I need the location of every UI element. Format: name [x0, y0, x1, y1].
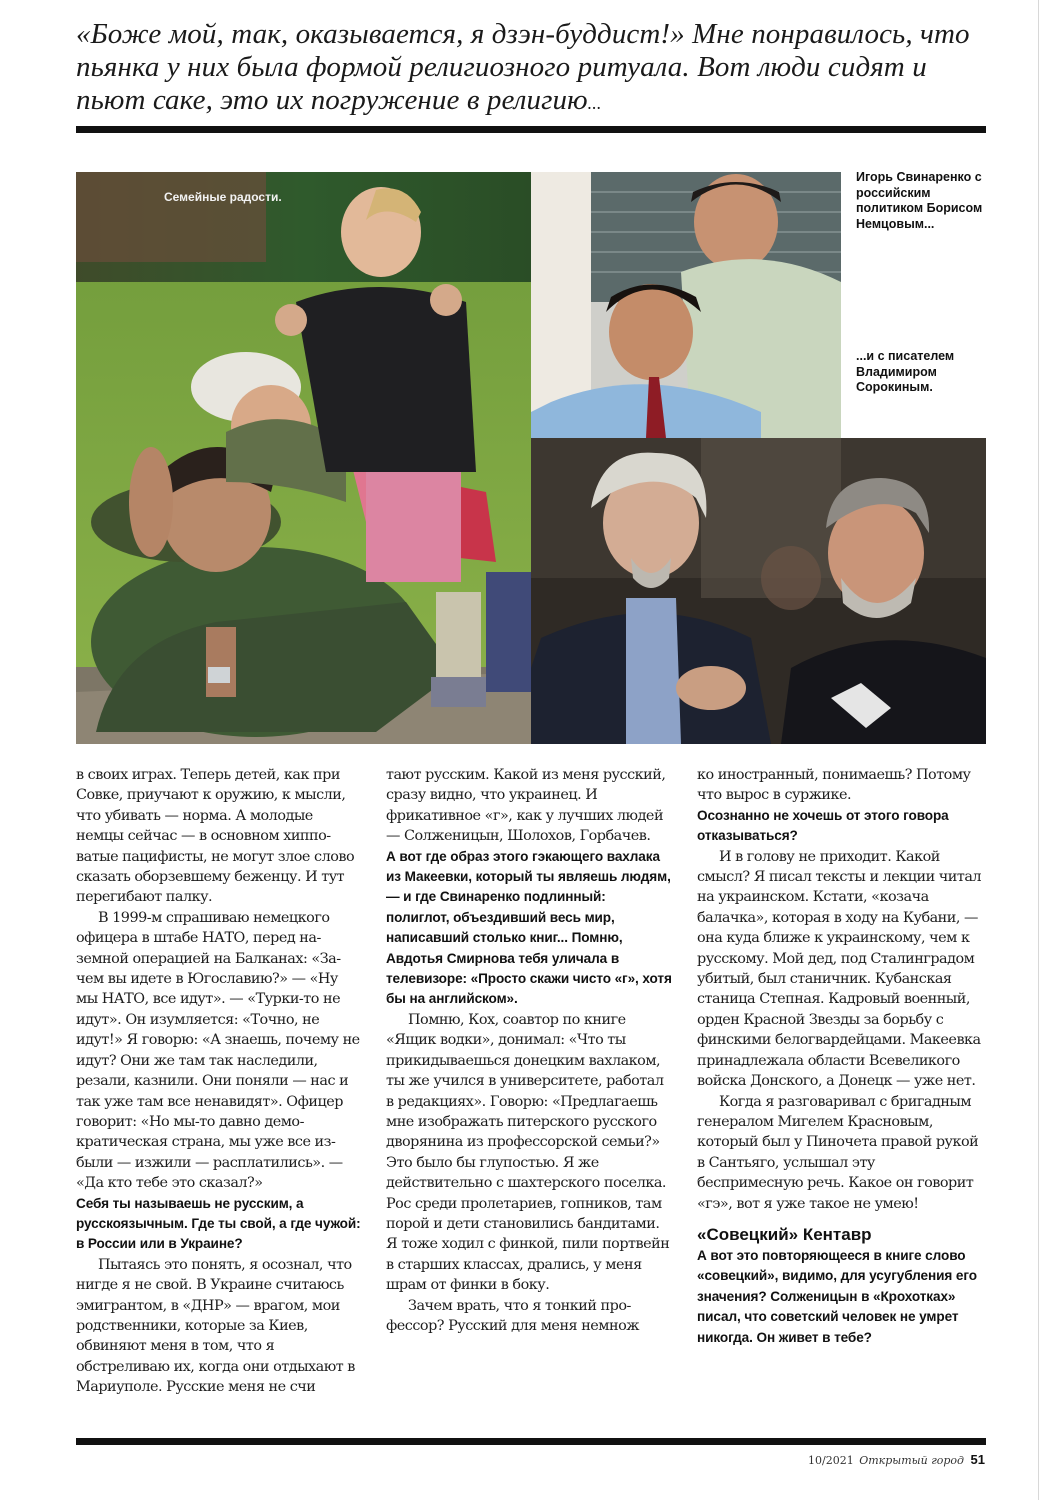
bottom-rule: [76, 1438, 986, 1445]
article-paragraph: тают русским. Какой из меня русский, сразу видно, что украинец. И фрикативное «г», как у лучших людей — Солженицын, Шолохов, Горбачев.: [386, 767, 666, 845]
photo-with-nemtsov: [531, 172, 841, 438]
nemtsov-photo-image: [531, 172, 841, 438]
photo-with-sorokin: [531, 438, 986, 744]
interview-question: А вот это повторяющееся в книге слово «совецкий», видимо, для усугубления его значения? Солженицын в «Крохотках» писал, что советский человек не умрет никогда. Он живет в тебе?: [697, 1247, 977, 1345]
top-rule: [76, 126, 986, 133]
page-number: 51: [970, 1452, 985, 1467]
pull-quote: [76, 18, 996, 120]
page-edge: [1038, 0, 1039, 1500]
sorokin-photo-image: [531, 438, 986, 744]
article-paragraph: В 1999-м спрашиваю немецкого офицера в штабе НАТО, перед наземной операцией на Балканах: «Зачем вы идете в Югославию?» — «Ну мы НАТО, все идут». — «Турки-то не идут». Он изумляется: «Точно, не идут!» Я говорю: «А знаешь, почему не идут? Они же там так наследили, резали, казнили. Они поняли — нас и так уже там все ненавидят». Офицер говорит: «Но мы-то давно демократическая страна, мы уже все избыли — изжили — расплатились». — «Да кто тебе это сказал?»: [76, 909, 360, 1192]
article-paragraph: Пытаясь это понять, я осознал, что нигде я не свой. В Украине считаюсь эмигрантом, в «ДНР» — врагом, мои родственники, которые за Киев, обвиняют меня в том, что я обстреливаю их, когда они отдыхают в Мариуполе. Русские меня не счи: [76, 1256, 355, 1396]
article-column-2: [386, 765, 672, 1336]
pull-quote-ellipsis: ...: [587, 93, 602, 113]
magazine-name: Открытый город: [859, 1454, 965, 1467]
page-footer: [808, 1452, 985, 1467]
article-paragraph: ко иностранный, понимаешь? Потому что вырос в суржике.: [697, 767, 971, 804]
article-paragraph: в своих играх. Теперь детей, как при Совке, приучают к оружию, к мысли, что убивать — норма. А молодые немцы сейчас — в основном хипповатые пацифисты, не могут злое слово сказать оборзевшему беженцу. И тут перегибают палку.: [76, 767, 355, 906]
interview-question: А вот где образ этого гэкающего вахлака из Макеевки, который ты являешь людям, — и где Свинаренко подлинный: полиглот, объездивший весь мир, написавший столько книг... Помню, Авдотья Смирнова тебя уличала в телевизоре: «Просто скажи чисто «г», хотя бы на английском».: [386, 848, 672, 1007]
caption-nemtsov: Игорь Свинаренко с российским политиком Борисом Немцовым...: [856, 170, 983, 231]
section-heading: «Совецкий» Кентавр: [697, 1224, 872, 1244]
family-photo-image: [76, 172, 531, 744]
article-column-1: [76, 765, 362, 1398]
family-photo-caption: Семейные радости.: [164, 190, 282, 204]
article-column-3: [697, 765, 983, 1348]
caption-sorokin: ...и с писателем Владимиром Сорокиным.: [856, 349, 955, 394]
article-paragraph: И в голову не приходит. Какой смысл? Я писал тексты и лекции читал на украинском. Кстати, «козача балачка», которая в ходу на Кубани, — она куда ближе к украинскому, чем к русскому. Мой дед, под Сталинградом убитый, был станичник. Кубанская станица Степная. Кадровый военный, орден Красной Звезды за борьбу с финскими белогвардейцами. Макеевка принадлежала области Всевеликого войска Донского, а Донецк — уже нет.: [697, 848, 982, 1090]
interview-question: Себя ты называешь не русским, а русскоязычным. Где ты свой, а где чужой: в России или в Украине?: [76, 1195, 361, 1252]
issue-number: 10/2021: [808, 1454, 854, 1467]
interview-question: Осознанно не хочешь от этого говора отказываться?: [697, 807, 949, 844]
article-paragraph: Зачем врать, что я тонкий профессор? Русский для меня немнож: [386, 1297, 639, 1334]
article-paragraph: Помню, Кох, соавтор по книге «Ящик водки», донимал: «Что ты прикидываешься донецким вахлаком, ты же учился в университете, работал в редакциях». Говорю: «Предлагаешь мне изображать питерского русского дворянина из профессорской семьи?» Это было бы глупостью. Я же действительно с шахтерского поселка. Рос среди пролетариев, гопников, там порой и дети становились бандитами. Я тоже ходил с финкой, пили портвейн в старших классах, дрались, у меня шрам от финки в боку.: [386, 1011, 670, 1294]
photo-family: [76, 172, 531, 744]
pull-quote-text: «Боже мой, так, оказывается, я дзэн-буддист!» Мне понравилось, что пьянка у них была формой религиозного ритуала. Вот люди сидят и пьют саке, это их погружение в религию: [76, 18, 970, 116]
article-paragraph: Когда я разговаривал с бригадным генералом Мигелем Красновым, который был у Пиночета правой рукой в Сантьяго, услышал эту беспримесную речь. Какое он говорит «гэ», вот я уже такое не умею!: [697, 1093, 979, 1212]
